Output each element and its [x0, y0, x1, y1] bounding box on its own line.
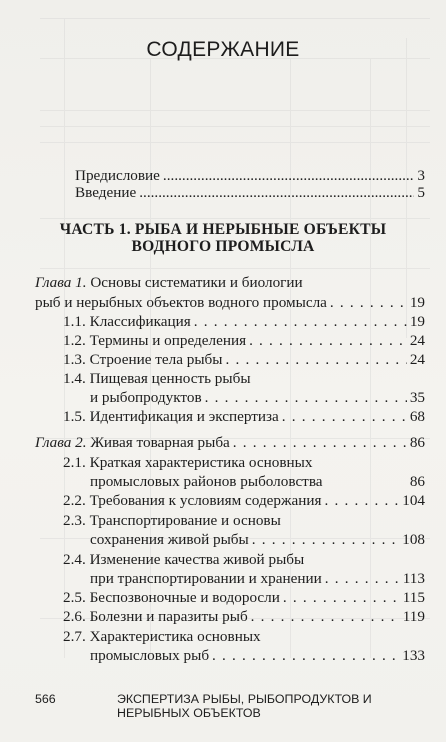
leader-dots [330, 294, 407, 312]
toc-entry-2-3-line1[interactable] [63, 512, 425, 530]
entry-title-cont: сохранения живой рыбы [90, 531, 249, 548]
leader-dots [282, 408, 407, 426]
entry-title: 2.1. Краткая характеристика основных [63, 454, 313, 471]
part-title-line2: ВОДНОГО ПРОМЫСЛА [131, 238, 315, 255]
toc-entry-1-4-line1[interactable] [63, 370, 425, 388]
entry-title: 2.4. Изменение качества живой рыбы [63, 551, 305, 568]
entry-title: 2.3. Транспортирование и основы [63, 512, 281, 529]
entry-title: 2.6. Болезни и паразиты рыб [63, 608, 248, 625]
entry-page: 108 [402, 531, 425, 548]
entry-page: 133 [402, 647, 425, 664]
entry-title: 1.4. Пищевая ценность рыбы [63, 370, 251, 387]
entry-page: 24 [409, 351, 425, 368]
entry-page: 104 [402, 492, 425, 509]
leader-dots [249, 332, 407, 350]
toc-entry-2-7[interactable] [90, 647, 425, 665]
leader-dots [233, 434, 407, 452]
leader-dots [163, 167, 414, 185]
toc-heading: СОДЕРЖАНИЕ [146, 38, 300, 61]
toc-entry-2-4[interactable] [90, 570, 425, 588]
chapter-1-heading-cont[interactable] [35, 294, 425, 312]
entry-page: 86 [409, 473, 425, 490]
entry-page: 119 [402, 608, 425, 625]
entry-title: 1.5. Идентификация и экспертиза [63, 408, 279, 425]
leader-dots [139, 184, 414, 202]
chapter-page: 86 [409, 434, 425, 451]
toc-entry-1-3[interactable] [63, 351, 425, 369]
entry-title: 1.1. Классификация [63, 313, 191, 330]
page-number: 566 [35, 692, 56, 706]
toc-entry-2-3[interactable] [90, 531, 425, 549]
chapter-label: Глава 2. [35, 434, 87, 451]
toc-entry-2-1[interactable] [90, 473, 425, 491]
toc-entry-2-1-line1[interactable] [63, 454, 425, 472]
toc-entry-2-5[interactable] [63, 589, 425, 607]
running-title: ЭКСПЕРТИЗА РЫБЫ, РЫБОПРОДУКТОВ И НЕРЫБНЫХ ОБЪЕКТОВ [117, 692, 372, 720]
leader-dots [325, 570, 400, 588]
leader-dots [283, 589, 400, 607]
entry-title: 2.7. Характеристика основных [63, 628, 261, 645]
toc-entry-introduction[interactable] [75, 184, 425, 202]
entry-page: 24 [409, 332, 425, 349]
chapter-label: Глава 1. [35, 274, 87, 291]
entry-title: 1.3. Строение тела рыбы [63, 351, 223, 368]
leader-dots [205, 389, 407, 407]
entry-title: 1.2. Термины и определения [63, 332, 247, 349]
toc-entry-2-2[interactable] [63, 492, 425, 510]
toc-entry-preface[interactable] [75, 167, 425, 185]
entry-page: 115 [402, 589, 425, 606]
entry-page: 35 [409, 389, 425, 406]
entry-title-cont: и рыбопродуктов [90, 389, 202, 406]
toc-entry-1-2[interactable] [63, 332, 425, 350]
toc-entry-2-6[interactable] [63, 608, 425, 626]
toc-entry-1-1[interactable] [63, 313, 425, 331]
leader-dots [225, 351, 406, 369]
entry-title-cont: промысловых рыб [90, 647, 210, 664]
entry-page: 68 [409, 408, 425, 425]
entry-page: 3 [417, 167, 425, 184]
entry-title: Предисловие [75, 167, 160, 184]
entry-title: 2.2. Требования к условиям содержания [63, 492, 322, 509]
leader-dots [251, 608, 400, 626]
entry-page: 113 [402, 570, 425, 587]
entry-title: 2.5. Беспозвоночные и водоросли [63, 589, 280, 606]
leader-dots [212, 647, 399, 665]
leader-dots [252, 531, 399, 549]
toc-entry-2-4-line1[interactable] [63, 551, 425, 569]
chapter-title-line1: Основы систематики и биологии [90, 274, 303, 291]
chapter-title: Живая товарная рыба [90, 434, 230, 451]
chapter-title-line2: рыб и нерыбных объектов водного промысла [35, 294, 327, 311]
leader-dots [194, 313, 407, 331]
toc-entry-2-7-line1[interactable] [63, 628, 425, 646]
entry-title-cont: при транспортировании и хранении [90, 570, 322, 587]
entry-page: 19 [409, 313, 425, 330]
part-title-line1: ЧАСТЬ 1. РЫБА И НЕРЫБНЫЕ ОБЪЕКТЫ [59, 221, 387, 238]
entry-page: 5 [417, 184, 425, 201]
entry-title: Введение [75, 184, 137, 201]
entry-title-cont: промысловых районов рыболовства [90, 473, 323, 490]
chapter-1-heading[interactable] [35, 274, 425, 292]
toc-entry-1-5[interactable] [63, 408, 425, 426]
leader-dots [325, 492, 400, 510]
chapter-page: 19 [409, 294, 425, 311]
toc-entry-1-4[interactable] [90, 389, 425, 407]
chapter-2-heading[interactable] [35, 434, 425, 452]
